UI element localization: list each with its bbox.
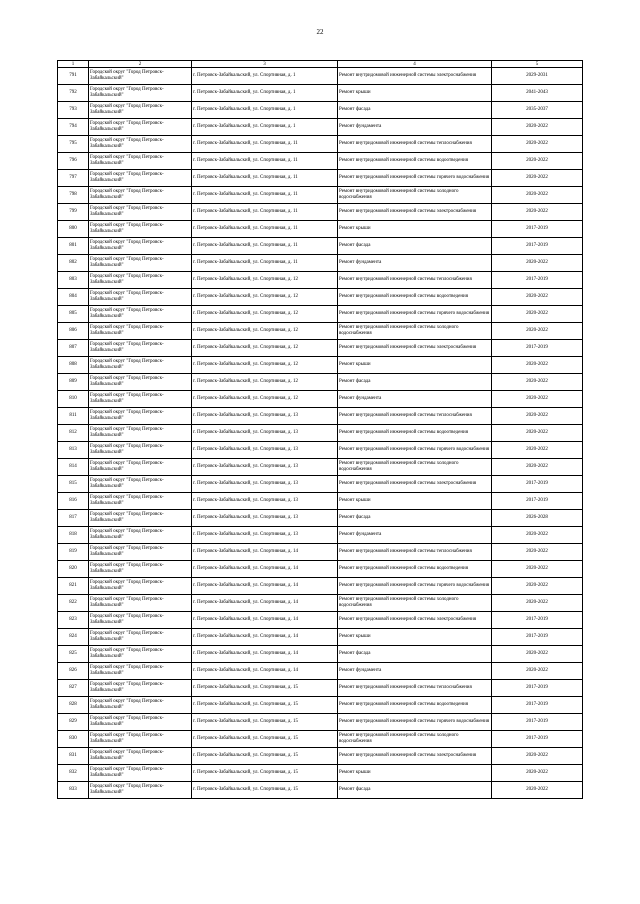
row-number-cell: 804 (58, 289, 89, 306)
table-row (58, 221, 583, 238)
address-cell: г. Петровск-Забайкальский, ул. Спортивная, д. 12 (192, 306, 338, 323)
period-cell: 2020-2022 (492, 204, 583, 221)
header-cell-3: 3 (192, 61, 338, 68)
period-cell: 2020-2022 (492, 136, 583, 153)
row-number-cell: 830 (58, 731, 89, 748)
work-type-cell: Ремонт крыши (338, 221, 492, 238)
row-number-cell: 808 (58, 357, 89, 374)
address-cell: г. Петровск-Забайкальский, ул. Спортивная, д. 13 (192, 493, 338, 510)
work-type-cell: Ремонт внутридомовой инженерной системы горячего водоснабжения (338, 442, 492, 459)
table-row (58, 187, 583, 204)
municipality-cell: Городской округ "Город Петровск-Забайкальский" (89, 714, 192, 731)
municipality-cell: Городской округ "Город Петровск-Забайкальский" (89, 748, 192, 765)
work-type-cell: Ремонт внутридомовой инженерной системы горячего водоснабжения (338, 306, 492, 323)
address-cell: г. Петровск-Забайкальский, ул. Спортивная, д. 1 (192, 119, 338, 136)
period-cell: 2017-2019 (492, 629, 583, 646)
address-cell: г. Петровск-Забайкальский, ул. Спортивная, д. 13 (192, 442, 338, 459)
row-number-cell: 794 (58, 119, 89, 136)
work-type-cell: Ремонт внутридомовой инженерной системы горячего водоснабжения (338, 170, 492, 187)
work-type-cell: Ремонт фундамента (338, 527, 492, 544)
address-cell: г. Петровск-Забайкальский, ул. Спортивная, д. 15 (192, 748, 338, 765)
period-cell: 2020-2022 (492, 442, 583, 459)
address-cell: г. Петровск-Забайкальский, ул. Спортивная, д. 14 (192, 646, 338, 663)
row-number-cell: 820 (58, 561, 89, 578)
row-number-cell: 833 (58, 782, 89, 799)
municipality-cell: Городской округ "Город Петровск-Забайкальский" (89, 697, 192, 714)
table-row (58, 459, 583, 476)
row-number-cell: 803 (58, 272, 89, 289)
municipality-cell: Городской округ "Город Петровск-Забайкальский" (89, 408, 192, 425)
municipality-cell: Городской округ "Город Петровск-Забайкальский" (89, 153, 192, 170)
address-cell: г. Петровск-Забайкальский, ул. Спортивная, д. 1 (192, 102, 338, 119)
address-cell: г. Петровск-Забайкальский, ул. Спортивная, д. 14 (192, 612, 338, 629)
municipality-cell: Городской округ "Город Петровск-Забайкальский" (89, 544, 192, 561)
address-cell: г. Петровск-Забайкальский, ул. Спортивная, д. 11 (192, 238, 338, 255)
row-number-cell: 813 (58, 442, 89, 459)
row-number-cell: 828 (58, 697, 89, 714)
row-number-cell: 806 (58, 323, 89, 340)
repair-schedule-table (57, 60, 583, 799)
period-cell: 2020-2022 (492, 459, 583, 476)
row-number-cell: 800 (58, 221, 89, 238)
address-cell: г. Петровск-Забайкальский, ул. Спортивная, д. 11 (192, 153, 338, 170)
period-cell: 2020-2022 (492, 561, 583, 578)
address-cell: г. Петровск-Забайкальский, ул. Спортивная, д. 11 (192, 221, 338, 238)
table-row (58, 408, 583, 425)
work-type-cell: Ремонт внутридомовой инженерной системы электроснабжения (338, 612, 492, 629)
address-cell: г. Петровск-Забайкальский, ул. Спортивная, д. 12 (192, 357, 338, 374)
municipality-cell: Городской округ "Город Петровск-Забайкальский" (89, 646, 192, 663)
address-cell: г. Петровск-Забайкальский, ул. Спортивная, д. 11 (192, 136, 338, 153)
municipality-cell: Городской округ "Город Петровск-Забайкальский" (89, 663, 192, 680)
municipality-cell: Городской округ "Город Петровск-Забайкальский" (89, 187, 192, 204)
row-number-cell: 815 (58, 476, 89, 493)
municipality-cell: Городской округ "Город Петровск-Забайкальский" (89, 221, 192, 238)
table-row (58, 544, 583, 561)
municipality-cell: Городской округ "Город Петровск-Забайкальский" (89, 425, 192, 442)
municipality-cell: Городской округ "Город Петровск-Забайкальский" (89, 629, 192, 646)
address-cell: г. Петровск-Забайкальский, ул. Спортивная, д. 1 (192, 85, 338, 102)
table-row (58, 340, 583, 357)
header-cell-4: 4 (338, 61, 492, 68)
work-type-cell: Ремонт фундамента (338, 391, 492, 408)
address-cell: г. Петровск-Забайкальский, ул. Спортивная, д. 15 (192, 782, 338, 799)
row-number-cell: 817 (58, 510, 89, 527)
work-type-cell: Ремонт внутридомовой инженерной системы теплоснабжения (338, 408, 492, 425)
period-cell: 2020-2022 (492, 595, 583, 612)
period-cell: 2020-2022 (492, 323, 583, 340)
municipality-cell: Городской округ "Город Петровск-Забайкальский" (89, 204, 192, 221)
period-cell: 2017-2019 (492, 493, 583, 510)
municipality-cell: Городской округ "Город Петровск-Забайкальский" (89, 680, 192, 697)
row-number-cell: 823 (58, 612, 89, 629)
work-type-cell: Ремонт фасада (338, 374, 492, 391)
header-cell-2: 2 (89, 61, 192, 68)
work-type-cell: Ремонт внутридомовой инженерной системы водоотведения (338, 425, 492, 442)
work-type-cell: Ремонт внутридомовой инженерной системы водоотведения (338, 289, 492, 306)
work-type-cell: Ремонт внутридомовой инженерной системы электроснабжения (338, 68, 492, 85)
period-cell: 2020-2022 (492, 544, 583, 561)
municipality-cell: Городской округ "Город Петровск-Забайкальский" (89, 476, 192, 493)
period-cell: 2020-2022 (492, 391, 583, 408)
row-number-cell: 798 (58, 187, 89, 204)
municipality-cell: Городской округ "Город Петровск-Забайкальский" (89, 102, 192, 119)
table-row (58, 748, 583, 765)
page-number: 22 (316, 28, 324, 36)
period-cell: 2017-2019 (492, 272, 583, 289)
work-type-cell: Ремонт фасада (338, 782, 492, 799)
municipality-cell: Городской округ "Город Петровск-Забайкальский" (89, 442, 192, 459)
address-cell: г. Петровск-Забайкальский, ул. Спортивная, д. 14 (192, 663, 338, 680)
municipality-cell: Городской округ "Город Петровск-Забайкальский" (89, 85, 192, 102)
period-cell: 2017-2019 (492, 238, 583, 255)
period-cell: 2020-2022 (492, 357, 583, 374)
address-cell: г. Петровск-Забайкальский, ул. Спортивная, д. 12 (192, 323, 338, 340)
header-cell-5: 5 (492, 61, 583, 68)
address-cell: г. Петровск-Забайкальский, ул. Спортивная, д. 11 (192, 204, 338, 221)
work-type-cell: Ремонт фундамента (338, 663, 492, 680)
work-type-cell: Ремонт внутридомовой инженерной системы холодного водоснабжения (338, 731, 492, 748)
work-type-cell: Ремонт внутридомовой инженерной системы горячего водоснабжения (338, 578, 492, 595)
table-row (58, 68, 583, 85)
row-number-cell: 811 (58, 408, 89, 425)
municipality-cell: Городской округ "Город Петровск-Забайкальский" (89, 765, 192, 782)
row-number-cell: 831 (58, 748, 89, 765)
table-row (58, 272, 583, 289)
period-cell: 2017-2019 (492, 714, 583, 731)
period-cell: 2020-2022 (492, 306, 583, 323)
row-number-cell: 797 (58, 170, 89, 187)
period-cell: 2017-2019 (492, 731, 583, 748)
period-cell: 2020-2022 (492, 782, 583, 799)
municipality-cell: Городской округ "Город Петровск-Забайкальский" (89, 374, 192, 391)
row-number-cell: 792 (58, 85, 89, 102)
municipality-cell: Городской округ "Город Петровск-Забайкальский" (89, 136, 192, 153)
table-header-row (58, 61, 583, 68)
period-cell: 2017-2019 (492, 680, 583, 697)
period-cell: 2020-2022 (492, 425, 583, 442)
address-cell: г. Петровск-Забайкальский, ул. Спортивная, д. 12 (192, 391, 338, 408)
address-cell: г. Петровск-Забайкальский, ул. Спортивная, д. 15 (192, 697, 338, 714)
address-cell: г. Петровск-Забайкальский, ул. Спортивная, д. 1 (192, 68, 338, 85)
table-row (58, 612, 583, 629)
table-row (58, 561, 583, 578)
table-row (58, 323, 583, 340)
row-number-cell: 809 (58, 374, 89, 391)
address-cell: г. Петровск-Забайкальский, ул. Спортивная, д. 15 (192, 680, 338, 697)
row-number-cell: 825 (58, 646, 89, 663)
municipality-cell: Городской округ "Город Петровск-Забайкальский" (89, 595, 192, 612)
municipality-cell: Городской округ "Город Петровск-Забайкальский" (89, 612, 192, 629)
table-row (58, 289, 583, 306)
row-number-cell: 821 (58, 578, 89, 595)
municipality-cell: Городской округ "Город Петровск-Забайкальский" (89, 272, 192, 289)
address-cell: г. Петровск-Забайкальский, ул. Спортивная, д. 14 (192, 629, 338, 646)
address-cell: г. Петровск-Забайкальский, ул. Спортивная, д. 12 (192, 374, 338, 391)
work-type-cell: Ремонт крыши (338, 629, 492, 646)
address-cell: г. Петровск-Забайкальский, ул. Спортивная, д. 13 (192, 527, 338, 544)
municipality-cell: Городской округ "Город Петровск-Забайкальский" (89, 782, 192, 799)
municipality-cell: Городской округ "Город Петровск-Забайкальский" (89, 306, 192, 323)
row-number-cell: 826 (58, 663, 89, 680)
period-cell: 2017-2019 (492, 612, 583, 629)
work-type-cell: Ремонт крыши (338, 85, 492, 102)
address-cell: г. Петровск-Забайкальский, ул. Спортивная, д. 14 (192, 561, 338, 578)
address-cell: г. Петровск-Забайкальский, ул. Спортивная, д. 13 (192, 425, 338, 442)
period-cell: 2017-2019 (492, 697, 583, 714)
period-cell: 2020-2022 (492, 578, 583, 595)
work-type-cell: Ремонт внутридомовой инженерной системы теплоснабжения (338, 136, 492, 153)
row-number-cell: 829 (58, 714, 89, 731)
period-cell: 2020-2022 (492, 663, 583, 680)
row-number-cell: 824 (58, 629, 89, 646)
row-number-cell: 816 (58, 493, 89, 510)
period-cell: 2026-2028 (492, 510, 583, 527)
row-number-cell: 799 (58, 204, 89, 221)
address-cell: г. Петровск-Забайкальский, ул. Спортивная, д. 11 (192, 187, 338, 204)
table-row (58, 663, 583, 680)
work-type-cell: Ремонт внутридомовой инженерной системы водоотведения (338, 697, 492, 714)
work-type-cell: Ремонт фундамента (338, 119, 492, 136)
table-row (58, 629, 583, 646)
period-cell: 2017-2019 (492, 221, 583, 238)
work-type-cell: Ремонт крыши (338, 493, 492, 510)
row-number-cell: 793 (58, 102, 89, 119)
address-cell: г. Петровск-Забайкальский, ул. Спортивная, д. 13 (192, 408, 338, 425)
row-number-cell: 827 (58, 680, 89, 697)
table-row (58, 714, 583, 731)
municipality-cell: Городской округ "Город Петровск-Забайкальский" (89, 340, 192, 357)
municipality-cell: Городской округ "Город Петровск-Забайкальский" (89, 527, 192, 544)
period-cell: 2020-2022 (492, 748, 583, 765)
period-cell: 2020-2022 (492, 289, 583, 306)
work-type-cell: Ремонт внутридомовой инженерной системы водоотведения (338, 153, 492, 170)
work-type-cell: Ремонт внутридомовой инженерной системы электроснабжения (338, 748, 492, 765)
table-row (58, 595, 583, 612)
address-cell: г. Петровск-Забайкальский, ул. Спортивная, д. 15 (192, 765, 338, 782)
work-type-cell: Ремонт внутридомовой инженерной системы теплоснабжения (338, 680, 492, 697)
row-number-cell: 819 (58, 544, 89, 561)
period-cell: 2035-2037 (492, 102, 583, 119)
table-row (58, 646, 583, 663)
table-row (58, 425, 583, 442)
table-row (58, 238, 583, 255)
row-number-cell: 807 (58, 340, 89, 357)
period-cell: 2020-2022 (492, 765, 583, 782)
period-cell: 2020-2022 (492, 187, 583, 204)
address-cell: г. Петровск-Забайкальский, ул. Спортивная, д. 12 (192, 289, 338, 306)
table-row (58, 153, 583, 170)
municipality-cell: Городской округ "Город Петровск-Забайкальский" (89, 68, 192, 85)
address-cell: г. Петровск-Забайкальский, ул. Спортивная, д. 13 (192, 510, 338, 527)
municipality-cell: Городской округ "Город Петровск-Забайкальский" (89, 493, 192, 510)
table-row (58, 374, 583, 391)
table-row (58, 476, 583, 493)
work-type-cell: Ремонт внутридомовой инженерной системы теплоснабжения (338, 272, 492, 289)
municipality-cell: Городской округ "Город Петровск-Забайкальский" (89, 255, 192, 272)
work-type-cell: Ремонт фундамента (338, 255, 492, 272)
period-cell: 2020-2022 (492, 646, 583, 663)
address-cell: г. Петровск-Забайкальский, ул. Спортивная, д. 13 (192, 459, 338, 476)
table-row (58, 255, 583, 272)
work-type-cell: Ремонт фасада (338, 646, 492, 663)
period-cell: 2017-2019 (492, 340, 583, 357)
table-row (58, 765, 583, 782)
work-type-cell: Ремонт внутридомовой инженерной системы электроснабжения (338, 340, 492, 357)
work-type-cell: Ремонт фасада (338, 238, 492, 255)
address-cell: г. Петровск-Забайкальский, ул. Спортивная, д. 15 (192, 714, 338, 731)
period-cell: 2020-2022 (492, 527, 583, 544)
table-row (58, 493, 583, 510)
period-cell: 2017-2019 (492, 476, 583, 493)
header-cell-1: 1 (58, 61, 89, 68)
address-cell: г. Петровск-Забайкальский, ул. Спортивная, д. 13 (192, 476, 338, 493)
table-row (58, 782, 583, 799)
work-type-cell: Ремонт внутридомовой инженерной системы горячего водоснабжения (338, 714, 492, 731)
table-row (58, 119, 583, 136)
table-row (58, 442, 583, 459)
row-number-cell: 795 (58, 136, 89, 153)
period-cell: 2020-2022 (492, 170, 583, 187)
row-number-cell: 832 (58, 765, 89, 782)
work-type-cell: Ремонт фасада (338, 510, 492, 527)
work-type-cell: Ремонт фасада (338, 102, 492, 119)
row-number-cell: 810 (58, 391, 89, 408)
period-cell: 2020-2022 (492, 153, 583, 170)
work-type-cell: Ремонт внутридомовой инженерной системы теплоснабжения (338, 544, 492, 561)
row-number-cell: 791 (58, 68, 89, 85)
address-cell: г. Петровск-Забайкальский, ул. Спортивная, д. 11 (192, 170, 338, 187)
address-cell: г. Петровск-Забайкальский, ул. Спортивная, д. 14 (192, 544, 338, 561)
table-row (58, 102, 583, 119)
row-number-cell: 814 (58, 459, 89, 476)
work-type-cell: Ремонт внутридомовой инженерной системы холодного водоснабжения (338, 459, 492, 476)
municipality-cell: Городской округ "Город Петровск-Забайкальский" (89, 238, 192, 255)
row-number-cell: 796 (58, 153, 89, 170)
work-type-cell: Ремонт внутридомовой инженерной системы холодного водоснабжения (338, 187, 492, 204)
table-row (58, 170, 583, 187)
municipality-cell: Городской округ "Город Петровск-Забайкальский" (89, 289, 192, 306)
municipality-cell: Городской округ "Город Петровск-Забайкальский" (89, 510, 192, 527)
period-cell: 2020-2022 (492, 408, 583, 425)
period-cell: 2020-2022 (492, 255, 583, 272)
table-row (58, 578, 583, 595)
work-type-cell: Ремонт внутридомовой инженерной системы холодного водоснабжения (338, 323, 492, 340)
row-number-cell: 805 (58, 306, 89, 323)
table-row (58, 85, 583, 102)
address-cell: г. Петровск-Забайкальский, ул. Спортивная, д. 12 (192, 272, 338, 289)
work-type-cell: Ремонт внутридомовой инженерной системы водоотведения (338, 561, 492, 578)
municipality-cell: Городской округ "Город Петровск-Забайкальский" (89, 561, 192, 578)
municipality-cell: Городской округ "Город Петровск-Забайкальский" (89, 459, 192, 476)
address-cell: г. Петровск-Забайкальский, ул. Спортивная, д. 14 (192, 578, 338, 595)
municipality-cell: Городской округ "Город Петровск-Забайкальский" (89, 731, 192, 748)
table-row (58, 731, 583, 748)
work-type-cell: Ремонт внутридомовой инженерной системы электроснабжения (338, 204, 492, 221)
municipality-cell: Городской округ "Город Петровск-Забайкальский" (89, 357, 192, 374)
work-type-cell: Ремонт крыши (338, 357, 492, 374)
table-row (58, 697, 583, 714)
work-type-cell: Ремонт крыши (338, 765, 492, 782)
address-cell: г. Петровск-Забайкальский, ул. Спортивная, д. 11 (192, 255, 338, 272)
table-row (58, 391, 583, 408)
table-row (58, 527, 583, 544)
period-cell: 2029-2031 (492, 68, 583, 85)
address-cell: г. Петровск-Забайкальский, ул. Спортивная, д. 12 (192, 340, 338, 357)
row-number-cell: 802 (58, 255, 89, 272)
municipality-cell: Городской округ "Город Петровск-Забайкальский" (89, 391, 192, 408)
period-cell: 2020-2022 (492, 119, 583, 136)
table-row (58, 680, 583, 697)
row-number-cell: 818 (58, 527, 89, 544)
work-type-cell: Ремонт внутридомовой инженерной системы холодного водоснабжения (338, 595, 492, 612)
address-cell: г. Петровск-Забайкальский, ул. Спортивная, д. 15 (192, 731, 338, 748)
table-row (58, 136, 583, 153)
table-row (58, 510, 583, 527)
work-type-cell: Ремонт внутридомовой инженерной системы электроснабжения (338, 476, 492, 493)
row-number-cell: 812 (58, 425, 89, 442)
address-cell: г. Петровск-Забайкальский, ул. Спортивная, д. 14 (192, 595, 338, 612)
row-number-cell: 801 (58, 238, 89, 255)
table-row (58, 204, 583, 221)
period-cell: 2041-2043 (492, 85, 583, 102)
municipality-cell: Городской округ "Город Петровск-Забайкальский" (89, 578, 192, 595)
municipality-cell: Городской округ "Город Петровск-Забайкальский" (89, 323, 192, 340)
table-row (58, 357, 583, 374)
municipality-cell: Городской округ "Город Петровск-Забайкальский" (89, 170, 192, 187)
row-number-cell: 822 (58, 595, 89, 612)
table-row (58, 306, 583, 323)
municipality-cell: Городской округ "Город Петровск-Забайкальский" (89, 119, 192, 136)
period-cell: 2020-2022 (492, 374, 583, 391)
